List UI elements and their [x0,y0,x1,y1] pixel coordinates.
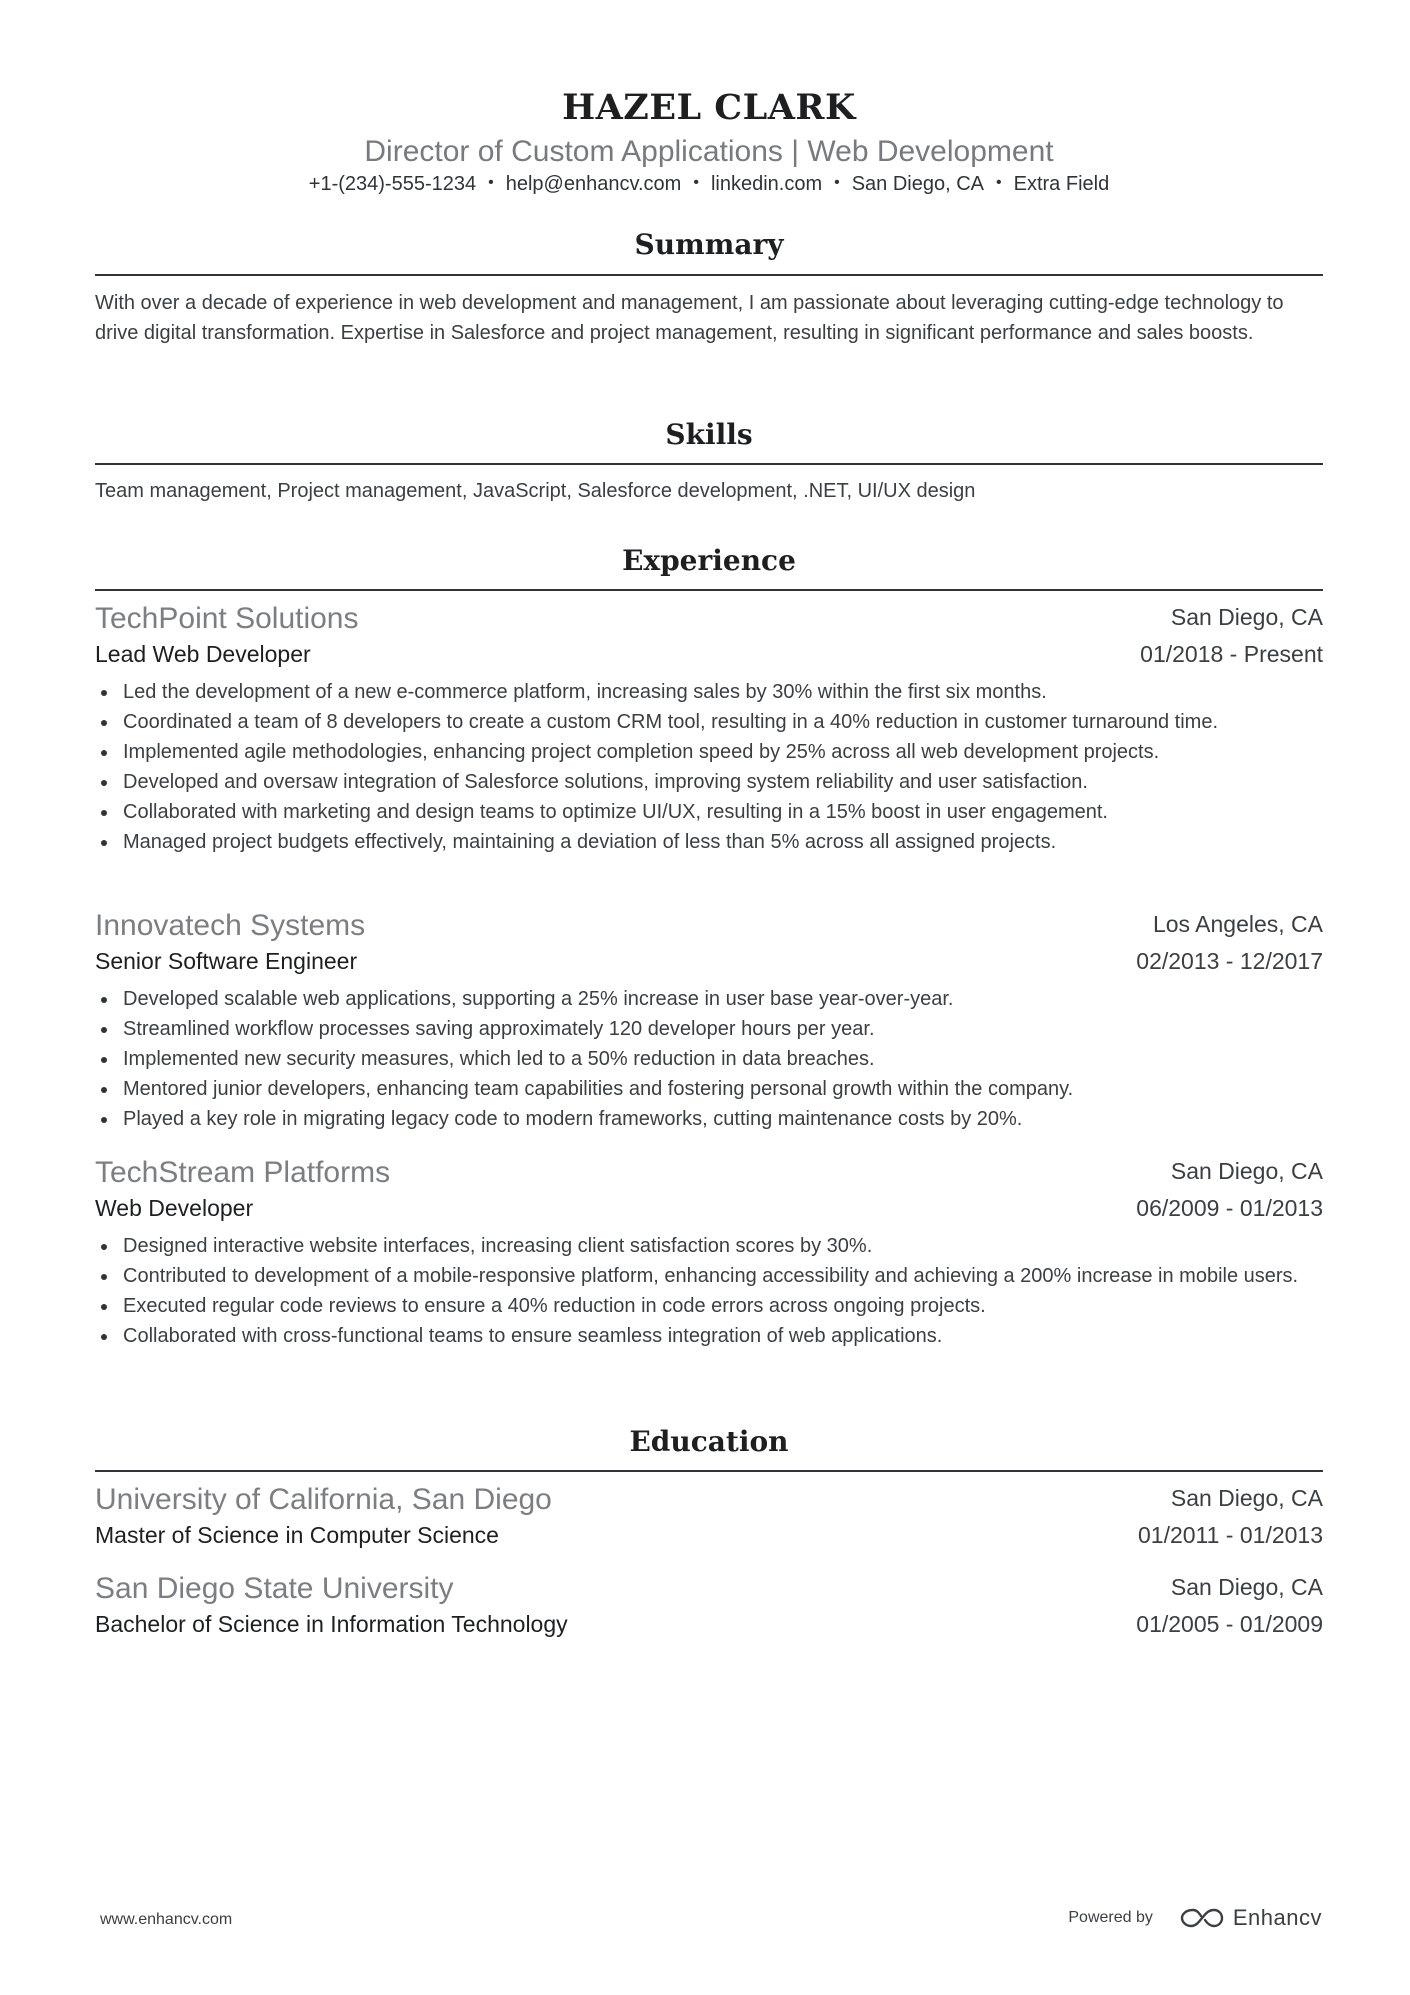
job-dates: 02/2013 - 12/2017 [1136,948,1323,974]
section-title-summary: Summary [634,228,784,261]
bullet-dot-icon [101,780,107,786]
company-name: Innovatech Systems [95,909,366,942]
list-item: Coordinated a team of 8 developers to create a custom CRM tool, resulting in a 40% reduction in customer turnaround time. [95,707,1323,737]
school-name: University of California, San Diego [95,1483,552,1516]
list-item: Implemented agile methodologies, enhancing project completion speed by 25% across all web development projects. [95,737,1323,767]
job-dates: 06/2009 - 01/2013 [1136,1195,1323,1221]
summary-text: With over a decade of experience in web development and management, I am passionate about leveraging cutting-edge technology to drive digital transformation. Expertise in Salesforce and project management, resulting in significant performance and sales boosts. [95,292,1284,344]
bullet-dot-icon [101,720,107,726]
skills-text: Team management, Project management, JavaScript, Salesforce development, .NET, UI/UX design [95,480,976,502]
section-title-skills: Skills [665,418,753,451]
bullet-dot-icon [101,1334,107,1340]
contact-line [95,170,1323,199]
separator-dot-icon: • [834,173,840,191]
degree-name: Master of Science in Computer Science [95,1522,499,1548]
contact-location: San Diego, CA [851,173,985,195]
education-dates: 01/2005 - 01/2009 [1136,1611,1323,1637]
job-location: San Diego, CA [1170,604,1323,630]
bullet-dot-icon [101,1244,107,1250]
school-name: San Diego State University [95,1572,454,1605]
candidate-name: HAZEL CLARK [562,87,856,128]
school-location: San Diego, CA [1170,1574,1323,1600]
company-name: TechStream Platforms [95,1156,391,1189]
contact-linkedin: linkedin.com [710,173,823,195]
bullet-dot-icon [101,1304,107,1310]
footer-branding [1068,1900,1322,1936]
experience-entry [95,1155,1323,1351]
list-item: Implemented new security measures, which led to a 50% reduction in data breaches. [95,1044,1323,1074]
list-item: Executed regular code reviews to ensure a 40% reduction in code errors across ongoing projects. [95,1291,1323,1321]
education-dates: 01/2011 - 01/2013 [1137,1522,1323,1548]
experience-entry [95,601,1323,857]
enhancv-logo-icon [1179,1906,1225,1930]
job-role: Lead Web Developer [95,641,311,667]
section-title-education: Education [629,1425,789,1458]
bullet-dot-icon [101,1087,107,1093]
achievement-list [95,677,1323,857]
list-item: Developed and oversaw integration of Salesforce solutions, improving system reliability and user satisfaction. [95,767,1323,797]
education-entry [95,1571,1323,1643]
contact-email: help@enhancv.com [505,173,682,195]
separator-dot-icon: • [996,173,1002,191]
separator-dot-icon: • [488,173,494,191]
section-title-experience: Experience [622,544,796,577]
job-location: Los Angeles, CA [1152,911,1323,937]
candidate-title: Director of Custom Applications | Web Development [364,135,1054,168]
bullet-dot-icon [101,997,107,1003]
contact-phone: +1-(234)-555-1234 [308,173,477,195]
bullet-dot-icon [101,1057,107,1063]
footer-website-link[interactable]: www.enhancv.com [100,1911,233,1928]
brand-name: Enhancv [1232,1905,1322,1930]
bullet-dot-icon [101,750,107,756]
bullet-dot-icon [101,840,107,846]
bullet-dot-icon [101,1027,107,1033]
company-name: TechPoint Solutions [95,602,359,635]
bullet-dot-icon [101,1274,107,1280]
bullet-dot-icon [101,1117,107,1123]
school-location: San Diego, CA [1170,1485,1323,1511]
list-item: Collaborated with cross-functional teams to ensure seamless integration of web applications. [95,1321,1323,1351]
list-item: Streamlined workflow processes saving approximately 120 developer hours per year. [95,1014,1323,1044]
job-location: San Diego, CA [1170,1158,1323,1184]
list-item: Developed scalable web applications, supporting a 25% increase in user base year-over-year. [95,984,1323,1014]
contact-extra-field: Extra Field [1013,173,1110,195]
list-item: Designed interactive website interfaces, increasing client satisfaction scores by 30%. [95,1231,1323,1261]
section-divider [95,1470,1323,1472]
list-item: Mentored junior developers, enhancing team capabilities and fostering personal growth within the company. [95,1074,1323,1104]
list-item: Collaborated with marketing and design teams to optimize UI/UX, resulting in a 15% boost in user engagement. [95,797,1323,827]
powered-by-label: Powered by [1068,1909,1153,1926]
separator-dot-icon: • [693,173,699,191]
job-role: Web Developer [95,1195,254,1221]
job-role: Senior Software Engineer [95,948,358,974]
achievement-list [95,1231,1323,1351]
job-dates: 01/2018 - Present [1140,641,1323,667]
section-divider [95,589,1323,591]
list-item: Played a key role in migrating legacy code to modern frameworks, cutting maintenance costs by 20%. [95,1104,1323,1134]
achievement-list [95,984,1323,1134]
bullet-dot-icon [101,810,107,816]
experience-entry [95,908,1323,1134]
list-item: Contributed to development of a mobile-responsive platform, enhancing accessibility and achieving a 200% increase in mobile users. [95,1261,1323,1291]
list-item: Led the development of a new e-commerce platform, increasing sales by 30% within the first six months. [95,677,1323,707]
bullet-dot-icon [101,690,107,696]
education-entry [95,1482,1323,1554]
degree-name: Bachelor of Science in Information Technology [95,1611,568,1637]
list-item: Managed project budgets effectively, maintaining a deviation of less than 5% across all assigned projects. [95,827,1323,857]
section-divider [95,274,1323,276]
section-divider [95,463,1323,465]
